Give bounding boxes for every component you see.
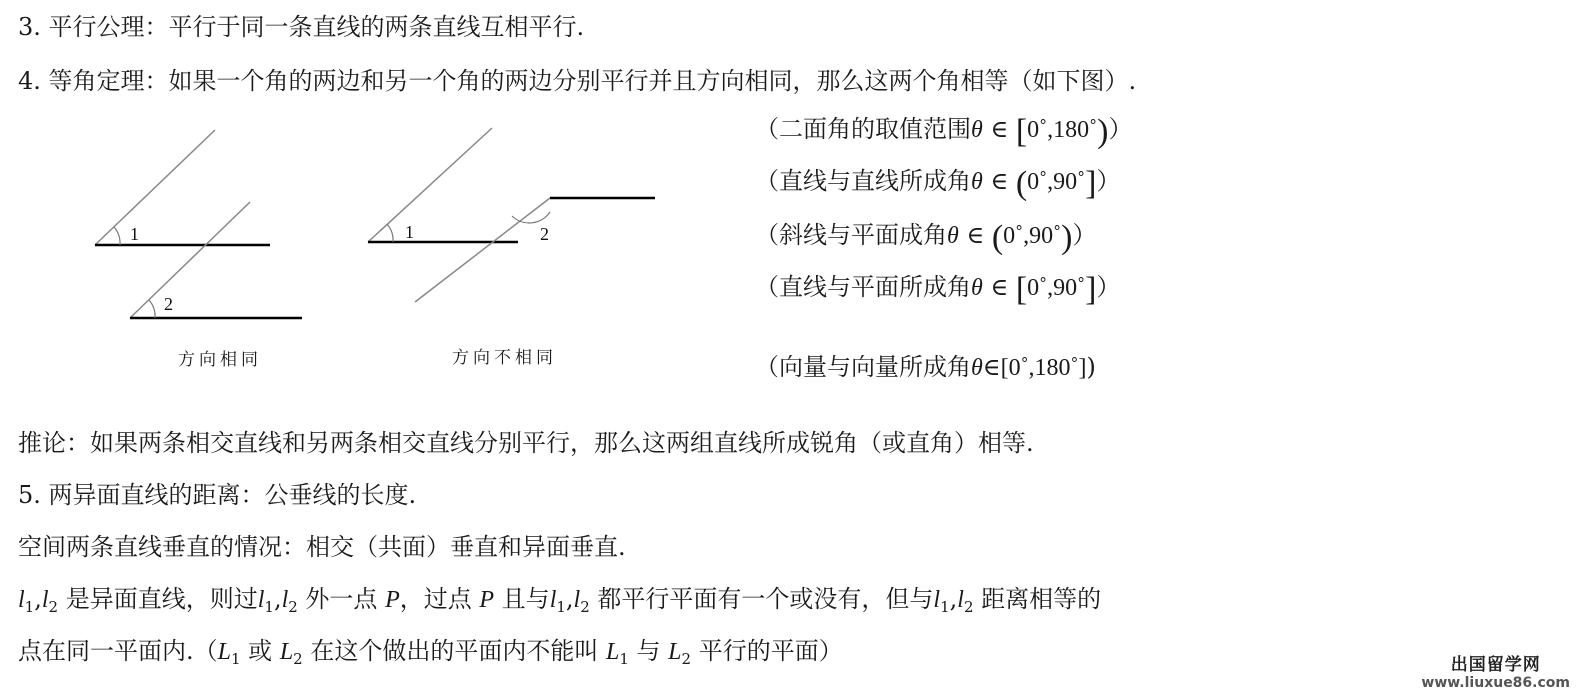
angle-1-arc [387,224,393,242]
angle-1-label: 1 [130,224,139,244]
range-line-line-angle: （直线与直线所成角θ ∈ (0˚,90˚]） [755,165,1121,202]
corollary: 推论：如果两条相交直线和另两条相交直线分别平行，那么这两组直线所成锐角（或直角）相等. [18,429,1034,457]
angle-1-arc [114,227,120,245]
figure-same-direction [80,120,330,330]
perpendicular-cases: 空间两条直线垂直的情况：相交（共面）垂直和异面垂直. [18,533,626,561]
lower-oblique-ray [130,202,250,318]
skew-lines-statement: $l_1,l_2$ 是异面直线，则过$l_1,l_2$ 外一点 P，过点 P 且与$l_1,l_2$ 都平行平面有一个或没有，但与$l_1,l_2$ 距离相等的 [18,585,1102,616]
angle-2-arc [149,300,155,318]
left-oblique-ray [368,128,492,242]
range-dihedral-angle: （二面角的取值范围θ ∈ [0˚,180˚)） [755,113,1133,150]
range-vector-angle: （向量与向量所成角θ∈[0˚,180˚]) [755,353,1096,381]
right-oblique-ray [415,198,550,302]
watermark-name: 出国留学网 [1450,655,1541,675]
watermark-url: www.liuxue86.com [1421,675,1570,691]
caption-different-direction: 方向不相同 [452,348,557,368]
item-5-skew-distance: 5. 两异面直线的距离：公垂线的长度. [18,481,417,509]
range-oblique-plane-angle: （斜线与平面成角θ ∈ (0˚,90˚)） [755,219,1097,256]
angle-2-label: 2 [164,294,173,314]
upper-oblique-ray [95,130,215,245]
angle-1-label: 1 [405,222,414,242]
angle-2-arc [512,212,550,223]
item-3-parallel-axiom: 3. 平行公理：平行于同一条直线的两条直线互相平行. [18,13,585,41]
angle-2-label: 2 [540,224,549,244]
caption-same-direction: 方向相同 [178,350,262,370]
skew-lines-statement-continued: 点在同一平面内$.(L_1$ 或 $L_2$ 在这个做出的平面内不能叫 $L_1$ 与 $L_2$ 平行的平面） [18,637,843,668]
item-4-equal-angle-theorem: 4. 等角定理：如果一个角的两边和另一个角的两边分别平行并且方向相同，那么这两个角相等（如下图）. [18,67,1137,95]
range-line-plane-angle: （直线与平面所成角θ ∈ [0˚,90˚]） [755,271,1121,308]
figure-different-direction [360,120,670,310]
watermark [1421,650,1570,691]
